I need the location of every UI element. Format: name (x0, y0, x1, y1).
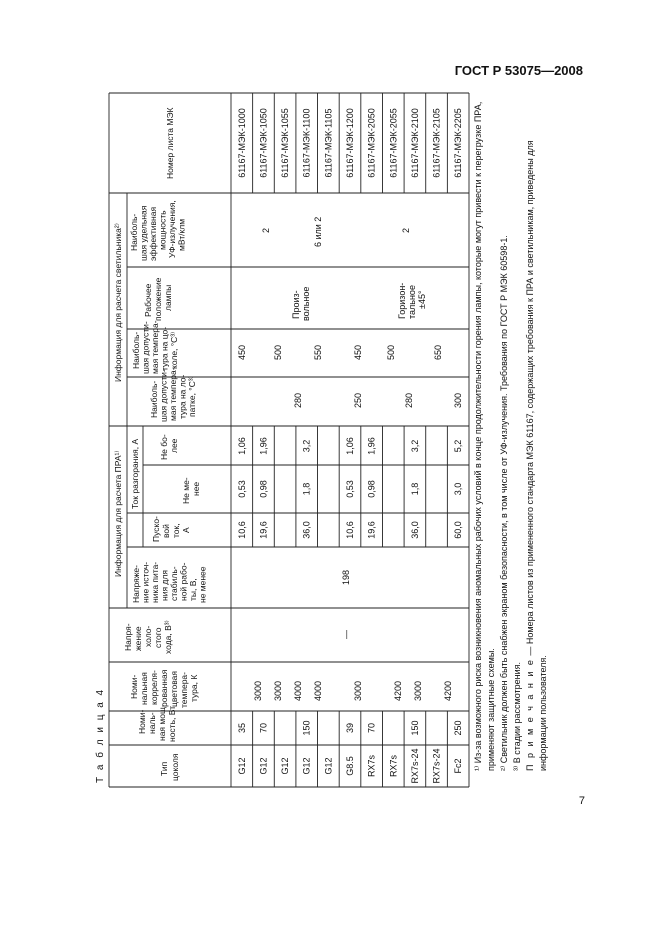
cell-power: 70 (258, 722, 269, 734)
hdr-runup-min: Не ме-нее (181, 477, 201, 504)
hdr-supply: Напряже-ние источ-ника пита-ния длястабиль-ной рабо-ты, В,не менее (131, 561, 208, 603)
hdr-uv: Наиболь-шая удельнаяэффективнаямощностьУФ-излучения,мВт/клм (129, 200, 187, 261)
data-table (109, 93, 474, 787)
cell-sheet: 61167-МЭК-2205 (453, 108, 464, 178)
cct-4000-a: 4000 (293, 680, 303, 701)
cell-type: G12 (301, 757, 312, 775)
row-cells (237, 108, 463, 783)
cell-type: G12 (323, 757, 334, 775)
pinch-280-a: 280 (293, 392, 303, 408)
standard-number: ГОСТ Р 53075—2008 (454, 63, 583, 78)
cell-power: 70 (366, 722, 377, 734)
cell-runup-min: 0,98 (258, 480, 269, 498)
cell-runup-max: 1,06 (345, 437, 355, 455)
cell-type: G12 (280, 757, 291, 775)
cell-runup-max: 3,2 (301, 439, 312, 453)
cell-type: Fc2 (453, 758, 464, 774)
cell-runup-max: 3,2 (409, 439, 420, 453)
cell-runup-max: 1,96 (258, 437, 269, 455)
cell-runup-min: 1,8 (301, 482, 312, 496)
cell-type: G8.5 (345, 756, 355, 776)
cap-500-a: 500 (273, 344, 283, 360)
cap-650: 650 (433, 344, 443, 360)
cap-550: 550 (313, 344, 323, 360)
cap-450-a: 450 (237, 344, 247, 360)
pos-horiz-3: ±45° (417, 290, 427, 309)
cell-sheet: 61167-МЭК-1000 (236, 108, 247, 178)
cell-runup-min: 0,53 (345, 480, 355, 498)
cell-runup-max: 5,2 (453, 439, 464, 453)
footnote-3: ³⁾ В стадии рассмотрения. (512, 661, 522, 771)
pos-any-2: вольное (301, 286, 311, 321)
cct-4000-b: 4000 (313, 680, 323, 701)
table-caption: Т а б л и ц а 4 (95, 687, 106, 783)
pinch-250: 250 (353, 392, 363, 408)
cell-sheet: 61167-МЭК-1100 (301, 108, 312, 178)
cell-sheet: 61167-МЭК-2055 (388, 108, 399, 178)
cell-runup-max: 1,96 (366, 437, 377, 455)
cct-4200-b: 4200 (443, 680, 453, 701)
cell-runup-min: 3,0 (453, 482, 464, 496)
cell-type: RX7s-24 (409, 748, 420, 784)
cell-power: 39 (345, 722, 355, 734)
cell-runup-min: 0,98 (366, 480, 377, 498)
footnotes (472, 93, 550, 787)
cell-sheet: 61167-МЭК-1055 (280, 108, 291, 178)
supply-198: 198 (341, 569, 351, 585)
cell-start-current: 19,6 (366, 521, 377, 539)
uv-6or2: 6 или 2 (313, 216, 323, 247)
pos-horiz-1: Горизон- (397, 282, 407, 319)
pos-horiz-2: тальное (407, 285, 417, 319)
cell-type: RX7s-24 (431, 748, 442, 784)
cell-sheet: 61167-МЭК-1200 (345, 108, 355, 178)
cell-type: G12 (236, 757, 247, 775)
cell-sheet: 61167-МЭК-1050 (258, 108, 269, 178)
cct-3000-a: 3000 (253, 680, 263, 701)
cell-start-current: 10,6 (345, 521, 355, 539)
cell-type: RX7s (366, 754, 377, 778)
note-text: — Номера листов из примененного стандарта МЭК 61167, содержащих требования к ПРА и светильникам, приведены для информации пользователя. (525, 140, 548, 771)
cell-start-current: 10,6 (236, 521, 247, 539)
hdr-position: Рабочееположениелампы (143, 277, 173, 321)
pinch-280-b: 280 (404, 392, 414, 408)
hdr-ballast-group: Информация для расчета ПРА¹⁾ (113, 450, 123, 577)
hdr-sheet: Номер листа МЭК (165, 107, 175, 179)
uv-2-b: 2 (401, 227, 411, 233)
cell-start-current: 19,6 (258, 521, 269, 539)
cell-type: RX7s (388, 754, 399, 778)
note-label: П р и м е ч а н и е (525, 658, 535, 771)
hdr-cct: Номи-нальнаякорреля-рованнаяцветоваятемпера-тура, К (129, 669, 199, 708)
hdr-runup-max: Не бо-лее (159, 434, 179, 460)
cct-3000-c: 3000 (353, 680, 363, 701)
cct-4200-a: 4200 (393, 680, 403, 701)
uv-2-a: 2 (261, 227, 271, 233)
cell-runup-max: 1,06 (236, 437, 247, 455)
hdr-ocv: Напря-жениехоло-стогохода, В³⁾ (123, 620, 173, 654)
cell-sheet: 61167-МЭК-2105 (431, 108, 442, 178)
hdr-runup: Ток разгорания, А (130, 438, 140, 509)
pos-any-1: Произ- (291, 290, 301, 319)
hdr-start: Пуско-войток,А (151, 516, 191, 542)
hdr-power: Номи-наль-ная мощ-ность, Вт (137, 704, 177, 742)
cell-power: 35 (236, 722, 247, 734)
cell-sheet: 61167-МЭК-2050 (366, 108, 377, 178)
cell-sheet: 61167-МЭК-2100 (409, 108, 420, 178)
note (524, 93, 550, 787)
hdr-pinch: Наиболь-шая допусти-мая темпера-тура на ло-патке, °С³⁾ (149, 367, 197, 422)
cap-500-b: 500 (386, 344, 396, 360)
cell-start-current: 36,0 (301, 521, 312, 539)
cell-runup-min: 0,53 (236, 480, 247, 498)
cell-start-current: 36,0 (409, 521, 420, 539)
cct-3000-b: 3000 (273, 680, 283, 701)
pinch-300: 300 (453, 392, 463, 408)
cell-type: G12 (258, 757, 269, 775)
cct-3000-d: 3000 (413, 680, 423, 701)
cell-power: 150 (409, 720, 420, 736)
cell-start-current: 60,0 (453, 521, 464, 539)
page-number: 7 (578, 795, 585, 807)
ocv-dash: — (341, 630, 351, 639)
cell-power: 150 (301, 720, 312, 736)
cell-power: 250 (453, 720, 464, 736)
hdr-cap: Наиболь-шая допусти-мая темпера-тура на цо-коле, °С³⁾ (131, 320, 179, 374)
footnote-2: ²⁾ Светильник должен быть снабжен экраном безопасности, в том числе от УФ-излучения. Требования по ГОСТ Р МЭК 60598-1. (499, 235, 509, 771)
cap-450-b: 450 (353, 344, 363, 360)
hdr-luminaire-group: Информация для расчета светильника²⁾ (113, 223, 123, 382)
footnote-1: ¹⁾ Из-за возможного риска возникновения аномальных рабочих условий в конце продолжительности горения лампы, которые могут привести к перегрузке ПРА, применяют защитные схемы. (473, 101, 496, 771)
cell-sheet: 61167-МЭК-1105 (323, 108, 334, 178)
cell-runup-min: 1,8 (409, 482, 420, 496)
hdr-type: Типцоколя (159, 753, 180, 781)
rotated-inner (95, 93, 575, 787)
